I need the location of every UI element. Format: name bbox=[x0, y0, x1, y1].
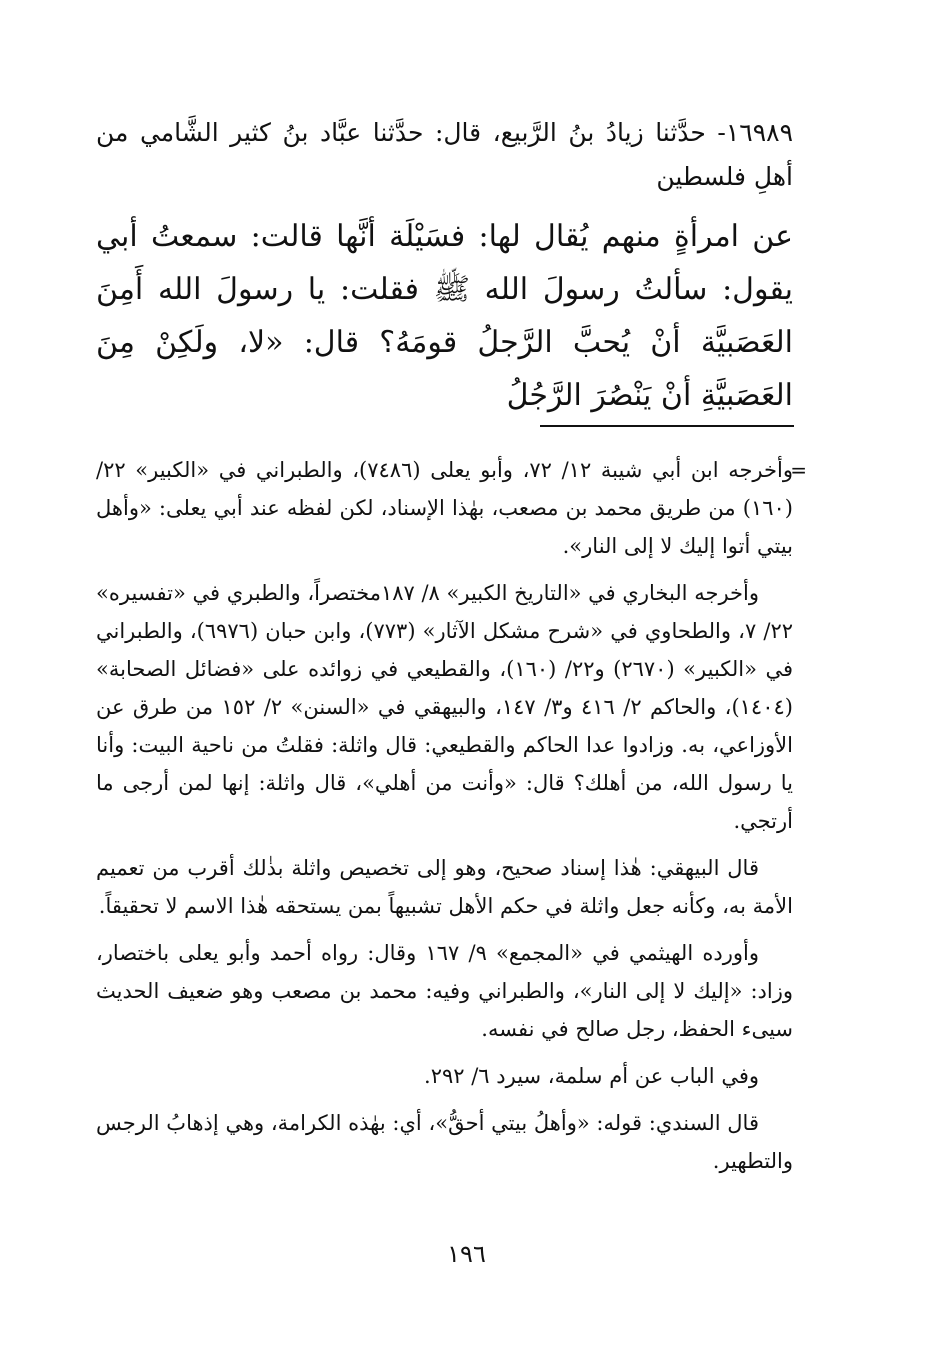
footnote-paragraph: وأخرجه البخاري في «التاريخ الكبير» ٨/ ١٨٧مختصراً، والطبري في «تفسيره» ٢٢/ ٧، والطحاوي في «شرح مشكل الآثار» (٧٧٣)، وابن حبان (٦٩٧٦)، والطبراني في «الكبير» (٢٦٧٠) و٢٢/ (١٦٠)، والقطيعي في زوائده على «فضائل الصحابة» (١٤٠٤)، والحاكم ٢/ ٤١٦ و٣/ ١٤٧، والبيهقي في «السنن» ٢/ ١٥٢ من طرق عن الأوزاعي، به. وزادوا عدا الحاكم والقطيعي: قال واثلة: فقلتُ من ناحية البيت: وأنا يا رسول الله، من أهلك؟ قال: «وأنت من أهلي»، قال واثلة: إنها لمن أرجى ما أرتجي. bbox=[96, 581, 794, 833]
footnote-paragraph: وفي الباب عن أم سلمة، سيرد ٦/ ٢٩٢. bbox=[424, 1064, 759, 1088]
footnote-paragraph: قال السندي: قوله: «وأهلُ بيتي أحقُّ»، أي: بهٰذه الكرامة، وهي إذهابُ الرجس والتطهير. bbox=[96, 1111, 793, 1173]
footnotes bbox=[96, 451, 807, 1189]
hadith-header-text: ١٦٩٨٩- حدَّثنا زيادُ بنُ الرَّبيع، قال: حدَّثنا عبَّاد بنُ كثير الشَّامي من أهلِ فلسطين bbox=[96, 118, 793, 191]
footnote-separator bbox=[540, 425, 794, 427]
hadith-matn bbox=[96, 210, 793, 422]
continuation-mark: = bbox=[790, 458, 807, 482]
footnote-paragraph: وأخرجه ابن أبي شيبة ١٢/ ٧٢، وأبو يعلى (٧٤٨٦)، والطبراني في «الكبير» ٢٢/ (١٦٠) من طريق محمد بن مصعب، بهٰذا الإسناد، لكن لفظه عند أبي يعلى: «وأهل بيتي أتوا إليك لا إلى النار». bbox=[96, 458, 793, 558]
footnote-paragraph: قال البيهقي: هٰذا إسناد صحيح، وهو إلى تخصيص واثلة بذٰلك أقرب من تعميم الأمة به، وكأنه جعل واثلة في حكم الأهل تشبيهاً بمن يستحقه هٰذا الاسم لا تحقيقاً. bbox=[96, 856, 793, 918]
hadith-isnad bbox=[96, 111, 793, 199]
hadith-matn-text: عن امرأةٍ منهم يُقال لها: فسَيْلَة أنَّها قالت: سمعتُ أبي يقول: سألتُ رسولَ الله ﷺ فقلت: يا رسولَ الله أَمِنَ العَصَبيَّة أنْ يُحبَّ الرَّجلُ قومَهُ؟ قال: «لا، ولَكِنْ مِنَ العَصَبيَّةِ أنْ يَنْصُرَ الرَّجُلُ bbox=[96, 219, 793, 413]
footnote-paragraph: وأورده الهيثمي في «المجمع» ٩/ ١٦٧ وقال: رواه أحمد وأبو يعلى باختصار، وزاد: «إليك لا إلى النار»، والطبراني وفيه: محمد بن مصعب وهو ضعيف الحديث سيىء الحفظ، رجل صالح في نفسه. bbox=[96, 941, 793, 1041]
page-number: ١٩٦ bbox=[447, 1240, 486, 1268]
